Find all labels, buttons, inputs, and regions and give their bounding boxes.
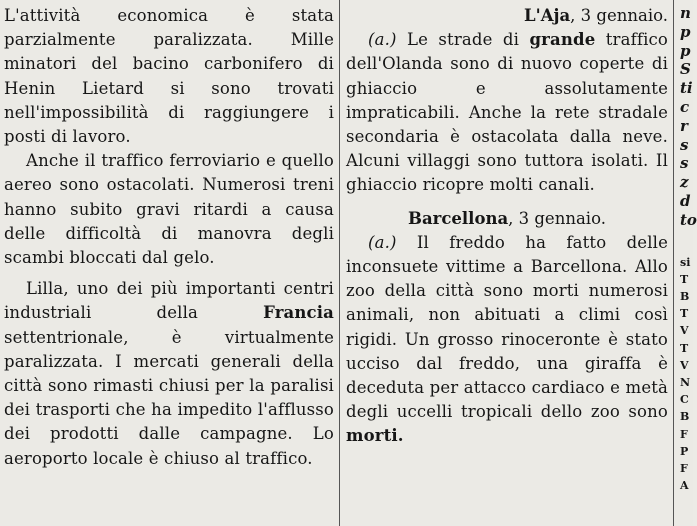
right-column-fragment xyxy=(680,4,697,494)
middle-paragraph-barcellona-morti: morti. xyxy=(346,426,404,446)
left-column xyxy=(4,4,334,471)
fragment-line: T xyxy=(680,307,689,321)
middle-paragraph-olanda-text-a: Le strade di xyxy=(396,30,530,50)
fragment-line: ti xyxy=(680,79,693,98)
agency-marker: (a.) xyxy=(368,232,397,252)
fragment-line: to xyxy=(680,210,697,229)
fragment-line: A xyxy=(680,479,689,493)
left-paragraph-lilla-text-c: settentrionale, è virtualmente paralizzata. I mercati generali della città sono rimasti chiusi per la paralisi dei trasporti che ha impedito l'afflusso dei prodotti dalle campagne. Lo aeroporto locale è chiuso al traffico. xyxy=(4,327,334,468)
fragment-line: z xyxy=(680,173,689,192)
dateline-barcellona xyxy=(346,207,668,231)
fragment-line: T xyxy=(680,272,689,286)
fragment-line: d xyxy=(680,191,691,210)
fragment-line: V xyxy=(680,324,689,338)
fragment-line: B xyxy=(680,410,690,424)
middle-paragraph-olanda-text-c: traffico dell'Olanda sono di nuovo coperte di ghiaccio e assolutamente impraticabili. Anche la rete stradale secondaria è ostacolata dalla neve. Alcuni villaggi sono tuttora isolati. Il ghiaccio ricopre molti canali. xyxy=(346,30,668,195)
middle-paragraph-barcellona-text-a: Il freddo ha fatto delle inconsuete vittime a Barcellona. Allo zoo della città sono morti numerosi animali, non abituati a climi così rigidi. Un grosso rinoceronte è stato ucciso dal freddo, una giraffa è deceduta per attacco cardiaco e metà degli uccelli tropicali dello zoo sono xyxy=(346,232,668,422)
fragment-line: s xyxy=(680,135,689,154)
column-rule-right xyxy=(673,0,674,526)
fragment-line: B xyxy=(680,289,690,303)
left-paragraph-lilla-francia: Francia xyxy=(263,303,334,323)
middle-paragraph-barcellona xyxy=(346,231,668,449)
left-paragraph-economy: L'attività economica è stata parzialmente paralizzata. Mille minatori del bacino carbonifero di Henin Lietard si sono trovati nell'impossibilità di raggiungere i posti di lavoro. xyxy=(4,6,334,147)
middle-paragraph-olanda xyxy=(346,28,668,197)
fragment-line: F xyxy=(680,427,688,441)
fragment-line: F xyxy=(680,462,688,475)
dateline-laja-city: L'Aja xyxy=(524,6,571,25)
fragment-line: n xyxy=(680,4,691,22)
left-paragraph-traffic: Anche il traffico ferroviario e quello aereo sono ostacolati. Numerosi treni hanno subito gravi ritardi a causa delle difficoltà di manovra degli scambi bloccati dal gelo. xyxy=(4,151,334,268)
fragment-line: c xyxy=(680,97,690,116)
fragment-line: r xyxy=(680,116,688,135)
dateline-barcellona-city: Barcellona xyxy=(408,208,509,228)
left-paragraph-lilla-text-a: Lilla, uno dei più importanti centri industriali della xyxy=(4,279,334,323)
fragment-line: p xyxy=(680,41,691,60)
fragment-line: S xyxy=(680,60,691,79)
middle-column xyxy=(346,4,668,449)
middle-paragraph-olanda-grande: grande xyxy=(529,30,596,50)
fragment-line: p xyxy=(680,22,691,41)
fragment-line: N xyxy=(680,375,691,389)
fragment-line: P xyxy=(680,444,689,458)
dateline-laja xyxy=(346,4,668,28)
dateline-laja-date: , 3 gennaio. xyxy=(570,6,668,25)
fragment-line: V xyxy=(680,358,689,372)
fragment-line: T xyxy=(680,341,689,355)
agency-marker: (a.) xyxy=(368,30,397,50)
left-paragraph-lilla xyxy=(4,277,334,471)
fragment-line: s xyxy=(680,154,689,173)
dateline-barcellona-date: , 3 gennaio. xyxy=(508,208,606,228)
fragment-line: C xyxy=(680,393,689,407)
fragment-line: si xyxy=(680,255,691,269)
column-rule-left xyxy=(339,0,340,526)
